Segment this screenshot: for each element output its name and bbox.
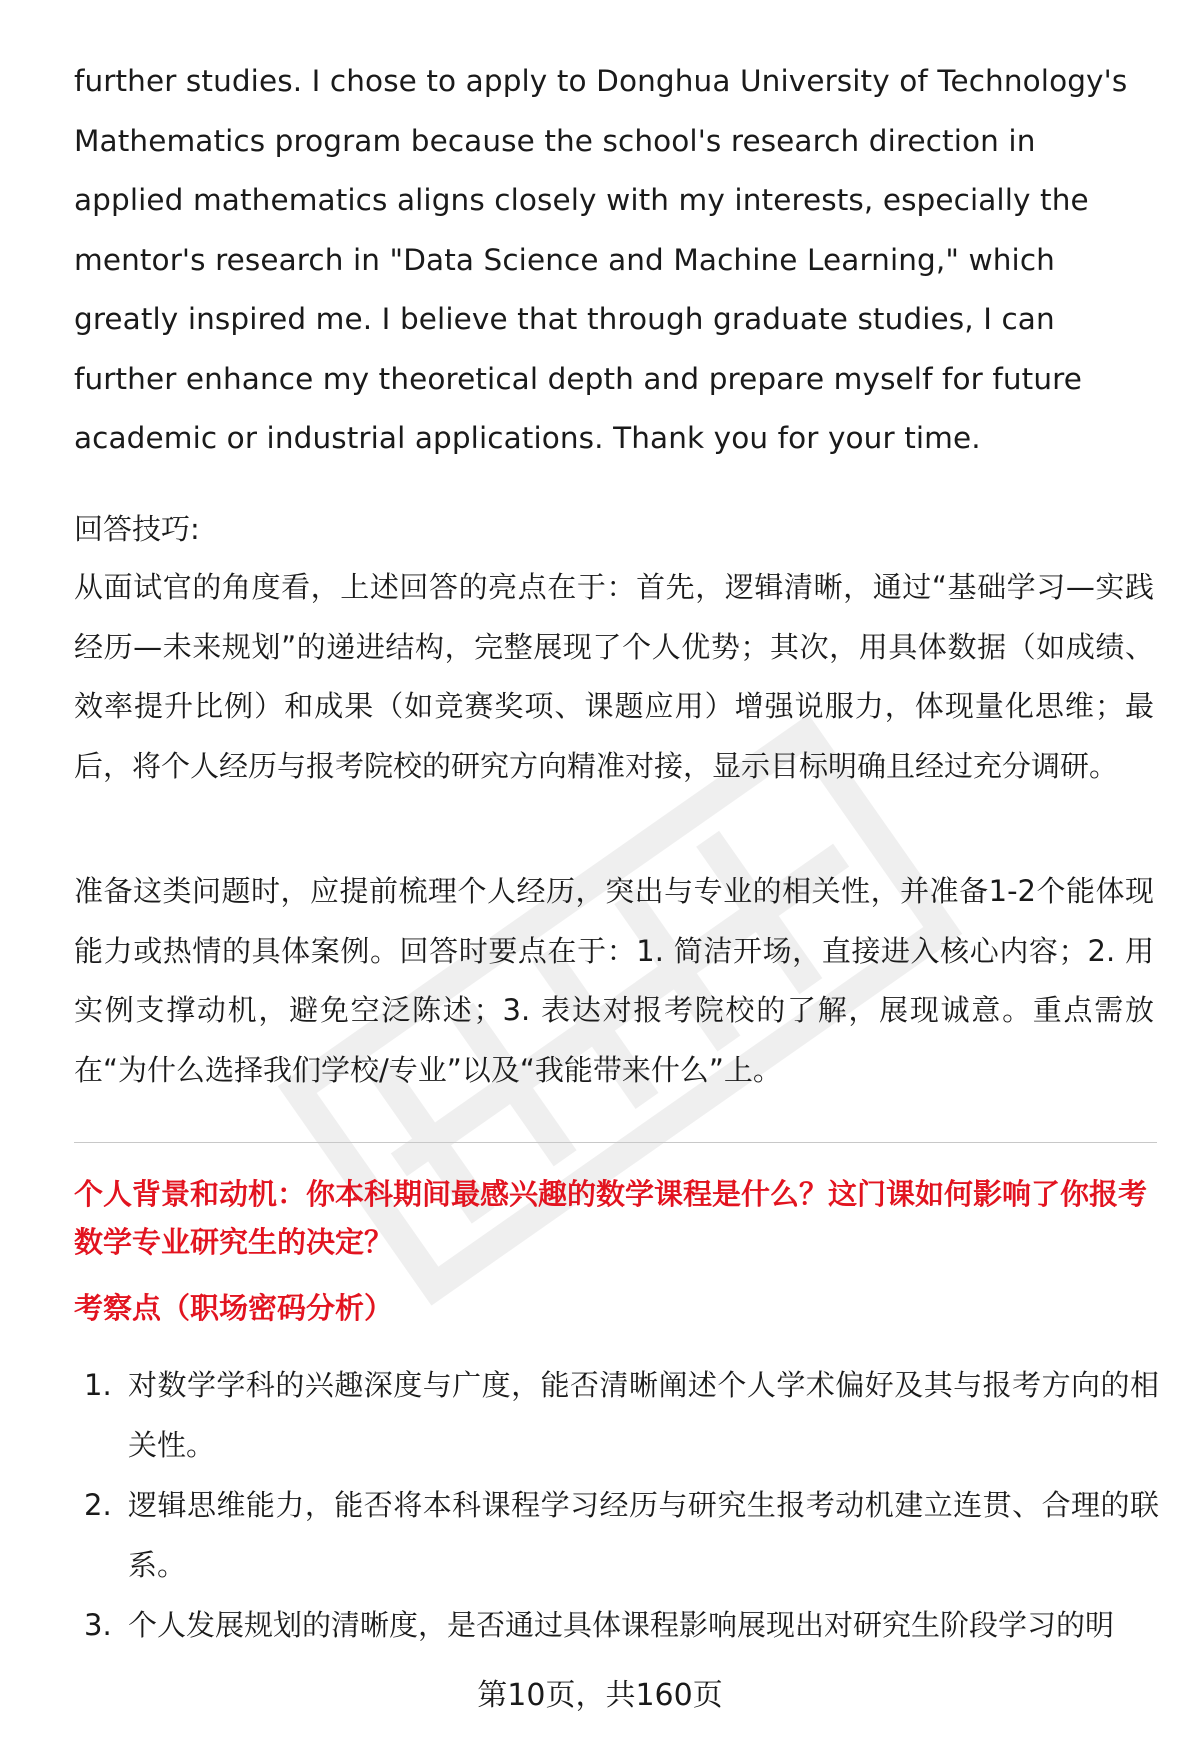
answer-tips-paragraph-2: 准备这类问题时，应提前梳理个人经历，突出与专业的相关性，并准备1-2个能体现能力或热情的具体案例。回答时要点在于：1. 简洁开场，直接进入核心内容；2. 用实例支撑动机，避免空泛陈述；3. 表达对报考院校的了解，展现诚意。重点需放在“为什么选择我们学校/专业”以及“我能带来什么”上。 — [74, 874, 1154, 1087]
list-item-number: 2. — [84, 1488, 112, 1522]
list-item-text: 对数学学科的兴趣深度与广度，能否清晰阐述个人学术偏好及其与报考方向的相关性。 — [128, 1368, 1159, 1462]
assessment-points-list — [74, 1356, 1159, 1657]
list-item-text: 个人发展规划的清晰度，是否通过具体课程影响展现出对研究生阶段学习的明 — [128, 1608, 1115, 1642]
answer-tips-paragraph-1: 从面试官的角度看，上述回答的亮点在于：首先，逻辑清晰，通过“基础学习—实践经历—未来规划”的递进结构，完整展现了个人优势；其次，用具体数据（如成绩、效率提升比例）和成果（如竞赛奖项、课题应用）增强说服力，体现量化思维；最后，将个人经历与报考院校的研究方向精准对接，显示目标明确且经过充分调研。 — [74, 570, 1154, 783]
section-divider — [74, 1142, 1157, 1143]
list-item-number: 1. — [84, 1368, 112, 1402]
answer-tips-label: 回答技巧: — [74, 512, 200, 546]
list-item — [74, 1356, 1159, 1475]
list-item — [74, 1476, 1159, 1595]
english-answer-paragraph: further studies. I chose to apply to Donghua University of Technology's Mathematics program because the school's research direction in applied mathematics aligns closely with my interests, especially the mentor's research in "Data Science and Machine Learning," which greatly inspired me. I believe that through graduate studies, I can further enhance my theoretical depth and prepare myself for future academic or industrial applications. Thank you for your time. — [74, 64, 1128, 455]
question-title: 个人背景和动机：你本科期间最感兴趣的数学课程是什么？这门课如何影响了你报考数学专业研究生的决定？ — [74, 1177, 1148, 1259]
list-item — [74, 1596, 1159, 1656]
list-item-text: 逻辑思维能力，能否将本科课程学习经历与研究生报考动机建立连贯、合理的联系。 — [128, 1488, 1159, 1582]
assessment-points-heading: 考察点（职场密码分析） — [74, 1291, 394, 1325]
page-number-footer: 第10页，共160页 — [477, 1678, 723, 1713]
list-item-number: 3. — [84, 1608, 112, 1642]
